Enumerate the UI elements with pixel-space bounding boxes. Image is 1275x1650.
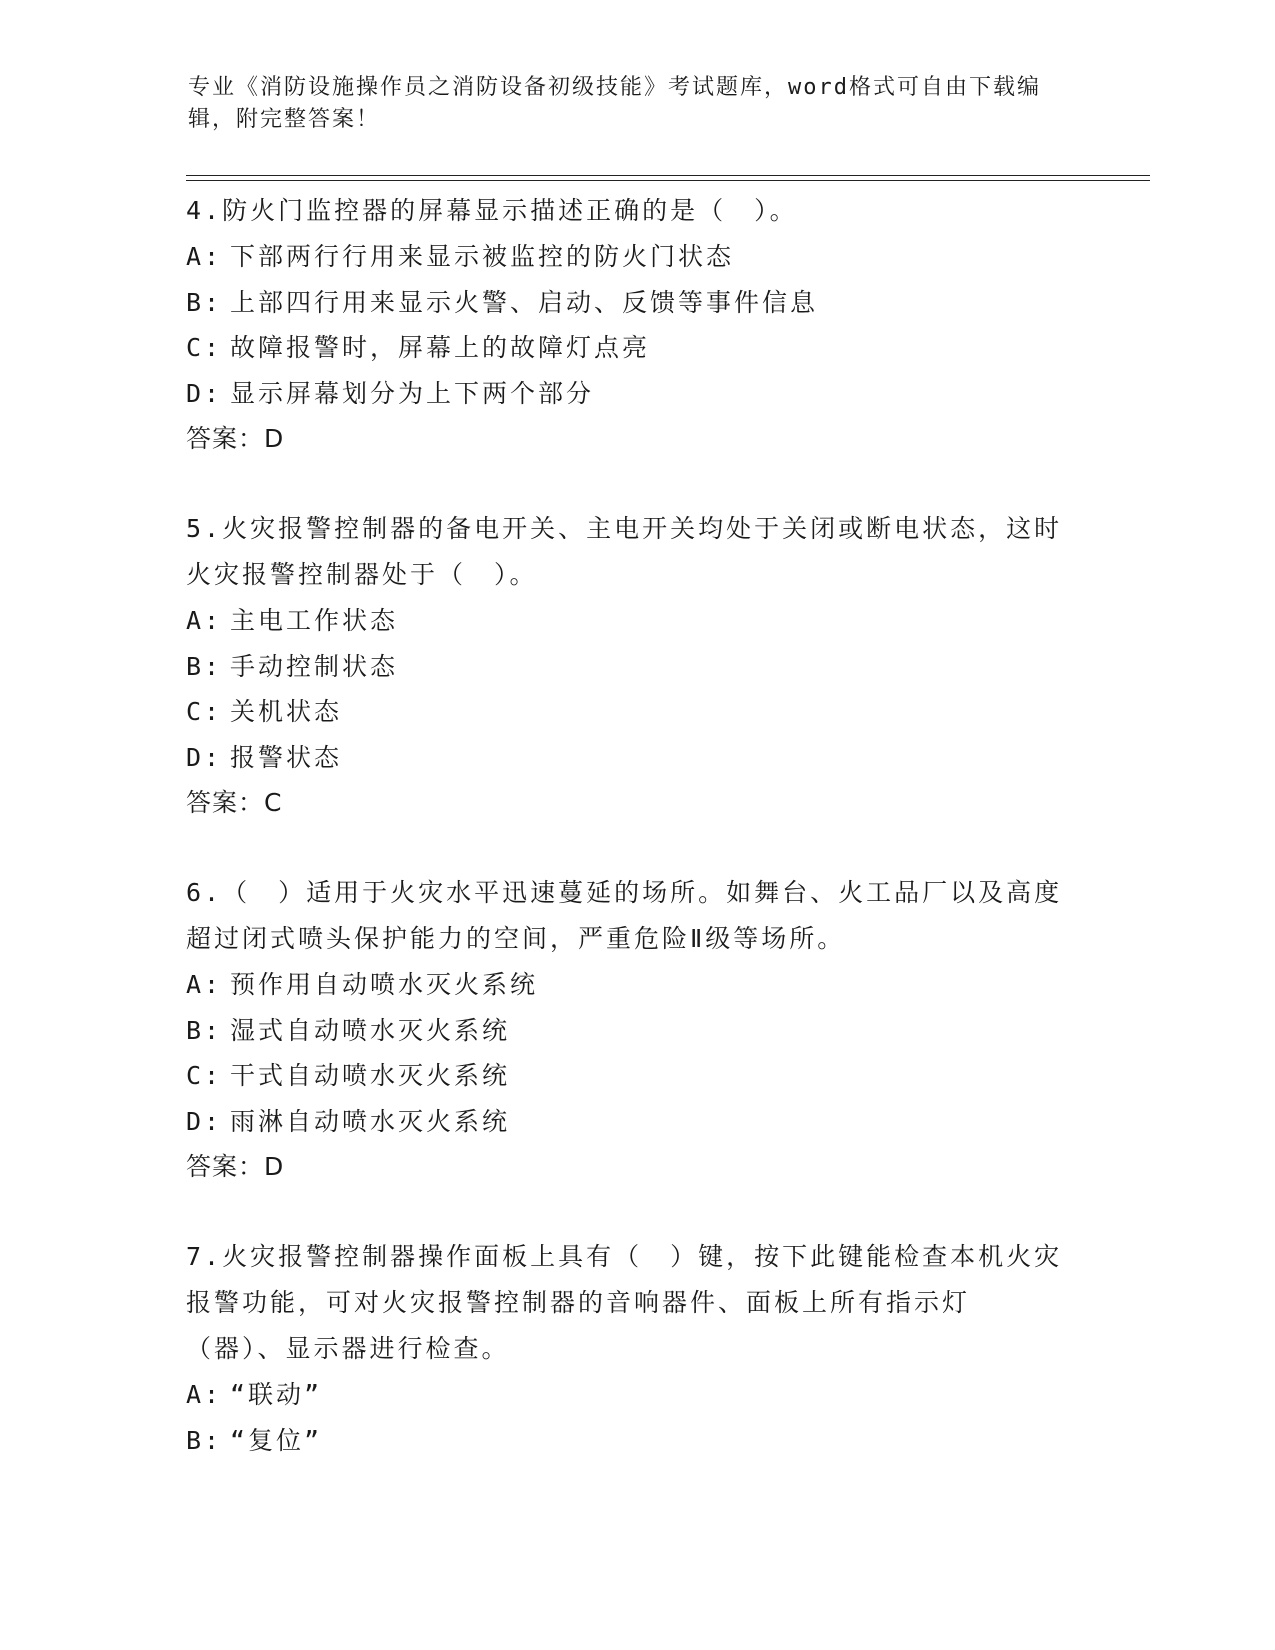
option-letter: B:: [186, 651, 223, 681]
option-text: 故障报警时，屏幕上的故障灯点亮: [230, 333, 651, 362]
option-text: 雨淋自动喷水灭火系统: [230, 1106, 511, 1136]
question-list: [186, 188, 1066, 1507]
question-5: [186, 506, 1066, 826]
option-text: 关机状态: [230, 697, 343, 726]
option-letter: B:: [186, 1425, 223, 1455]
option-letter: A:: [186, 606, 223, 635]
option-text: 干式自动喷水灭火系统: [230, 1061, 511, 1090]
option-letter: C:: [186, 697, 223, 726]
option-d: [186, 371, 1066, 417]
option-b: [186, 280, 1066, 326]
option-a: [186, 598, 1066, 644]
option-letter: D:: [186, 1106, 223, 1136]
option-text: 手动控制状态: [230, 651, 399, 681]
option-letter: A:: [186, 1380, 223, 1409]
option-c: [186, 689, 1066, 735]
option-text: 预作用自动喷水灭火系统: [230, 970, 539, 999]
option-b: [186, 1008, 1066, 1054]
option-letter: D:: [186, 742, 223, 772]
option-c: [186, 1053, 1066, 1099]
header-divider-top: [186, 175, 1150, 176]
option-text: 显示屏幕划分为上下两个部分: [230, 378, 595, 408]
question-text: 4.防火门监控器的屏幕显示描述正确的是（ ）。: [186, 196, 798, 225]
option-text: 报警状态: [230, 742, 343, 772]
answer-line: 答案：C: [186, 788, 283, 817]
option-text: “复位”: [230, 1425, 323, 1455]
option-d: [186, 1099, 1066, 1145]
option-b: [186, 644, 1066, 690]
answer-line: 答案：D: [186, 424, 285, 453]
option-a: [186, 1372, 1066, 1418]
question-7: [186, 1234, 1066, 1463]
question-4: [186, 188, 1066, 462]
option-letter: A:: [186, 970, 223, 999]
option-letter: C:: [186, 1061, 223, 1090]
option-c: [186, 325, 1066, 371]
option-letter: B:: [186, 1015, 223, 1045]
option-a: [186, 234, 1066, 280]
option-text: 主电工作状态: [230, 606, 399, 635]
option-text: 湿式自动喷水灭火系统: [230, 1015, 511, 1045]
question-text: 7.火灾报警控制器操作面板上具有（ ）键，按下此键能检查本机火灾报警功能，可对火灾报警控制器的音响器件、面板上所有指示灯（器）、显示器进行检查。: [186, 1242, 1063, 1363]
option-letter: A:: [186, 242, 223, 271]
option-d: [186, 735, 1066, 781]
option-text: 上部四行用来显示火警、启动、反馈等事件信息: [230, 287, 819, 317]
option-letter: B:: [186, 287, 223, 317]
question-text: 5.火灾报警控制器的备电开关、主电开关均处于关闭或断电状态，这时火灾报警控制器处于（ ）。: [186, 514, 1063, 589]
option-a: [186, 962, 1066, 1008]
document-intro: 专业《消防设施操作员之消防设备初级技能》考试题库，word格式可自由下载编辑，附完整答案！: [188, 75, 1041, 132]
question-6: [186, 870, 1066, 1190]
option-b: [186, 1418, 1066, 1464]
option-letter: C:: [186, 333, 223, 362]
option-text: “联动”: [230, 1380, 323, 1409]
option-text: 下部两行行用来显示被监控的防火门状态: [230, 242, 735, 271]
answer-line: 答案：D: [186, 1152, 285, 1181]
question-text: 6.（ ）适用于火灾水平迅速蔓延的场所。如舞台、火工品厂以及高度超过闭式喷头保护能力的空间，严重危险Ⅱ级等场所。: [186, 878, 1063, 953]
header-divider-bottom: [186, 180, 1150, 181]
option-letter: D:: [186, 378, 223, 408]
